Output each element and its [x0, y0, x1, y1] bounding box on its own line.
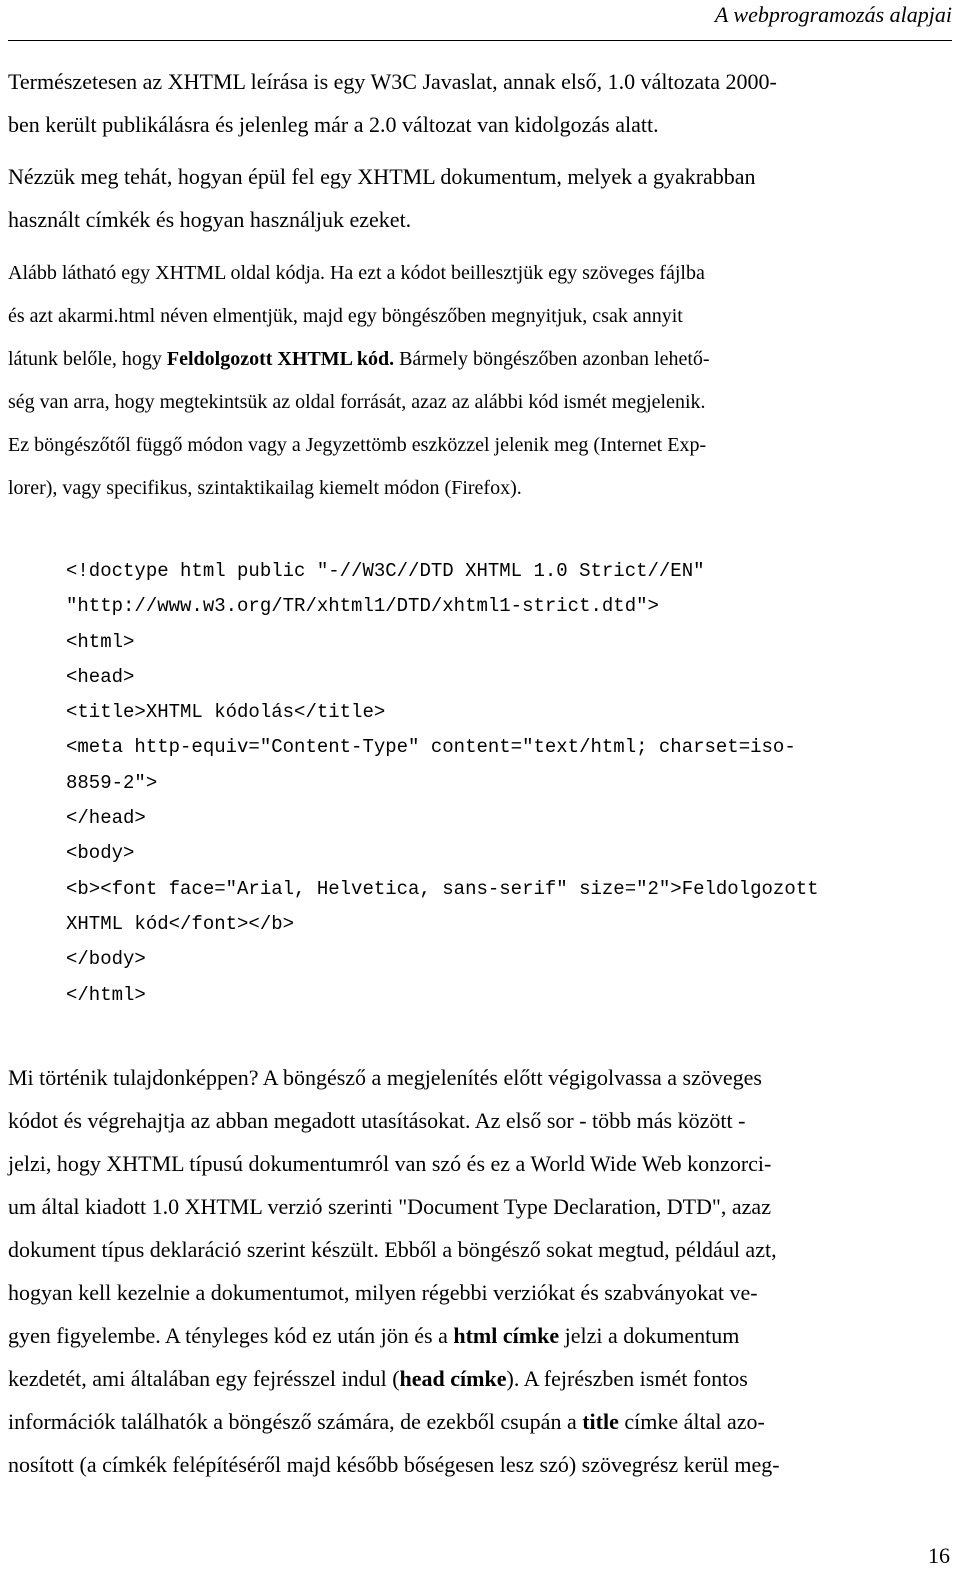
paragraph-code-intro	[8, 252, 888, 510]
header-rule	[8, 40, 952, 41]
text-line: ben került publikálásra és jelenleg már a 2.0 változat van kidolgozás alatt.	[8, 112, 659, 137]
text-line	[8, 1314, 888, 1357]
paragraph-xhtml-standard	[8, 60, 888, 146]
text-line: Nézzük meg tehát, hogyan épül fel egy XHTML dokumentum, melyek a gyakrabban	[8, 164, 756, 189]
text-line: jelzi, hogy XHTML típusú dokumentumról van szó és ez a World Wide Web konzorci-	[8, 1151, 772, 1176]
text-line: hogyan kell kezelnie a dokumentumot, milyen régebbi verziókat és szabványokat ve-	[8, 1280, 758, 1305]
text-line: Mi történik tulajdonképpen? A böngésző a megjelenítés előtt végigolvassa a szöveges	[8, 1065, 762, 1090]
text-line: lorer), vagy specifikus, szintaktikailag kiemelt módon (Firefox).	[8, 477, 522, 499]
code-line: </html>	[66, 983, 146, 1006]
page-number: 16	[928, 1543, 950, 1568]
code-line: <head>	[66, 665, 135, 688]
code-line: </head>	[66, 807, 146, 830]
text-line: nosított (a címkék felépítéséről majd később bőségesen lesz szó) szövegrész kerül meg-	[8, 1452, 780, 1477]
code-line: <body>	[66, 842, 135, 865]
code-line: </body>	[66, 948, 146, 971]
text-line: és azt akarmi.html néven elmentjük, majd egy böngészőben megnyitjuk, csak annyit	[8, 305, 683, 327]
text-span: információk találhatók a böngésző számára, de ezekből csupán a	[8, 1409, 583, 1434]
text-span: Bármely böngészőben azonban lehető-	[394, 348, 710, 370]
code-line: XHTML kód</font></b>	[66, 912, 295, 935]
text-line: ség van arra, hogy megtekintsük az oldal forrását, azaz az alábbi kód ismét megjelenik.	[8, 391, 706, 413]
text-line: használt címkék és hogyan használjuk ezeket.	[8, 207, 412, 232]
text-line	[8, 1400, 888, 1443]
paragraph-explanation	[8, 1056, 888, 1486]
text-span: ). A fejrészben ismét fontos	[506, 1366, 748, 1391]
bold-text: title	[582, 1409, 619, 1434]
code-line: <meta http-equiv="Content-Type" content="text/html; charset=iso-	[66, 736, 796, 759]
text-line	[8, 1357, 888, 1400]
bold-text: html címke	[453, 1323, 560, 1348]
text-line	[8, 338, 888, 381]
text-span: gyen figyelembe. A tényleges kód ez után jön és a	[8, 1323, 454, 1348]
text-line: um által kiadott 1.0 XHTML verzió szerinti "Document Type Declaration, DTD", azaz	[8, 1194, 771, 1219]
text-span: kezdetét, ami általában egy fejrésszel indul (	[8, 1366, 400, 1391]
code-line: "http://www.w3.org/TR/xhtml1/DTD/xhtml1-strict.dtd">	[66, 595, 659, 618]
text-line: dokument típus deklaráció szerint készült. Ebből a böngésző sokat megtud, például azt,	[8, 1237, 777, 1262]
bold-text: Feldolgozott XHTML kód.	[166, 348, 395, 370]
code-line: <b><font face="Arial, Helvetica, sans-serif" size="2">Feldolgozott	[66, 877, 819, 900]
text-span: látunk belőle, hogy	[8, 348, 167, 370]
text-span: jelzi a dokumentum	[559, 1323, 740, 1348]
text-line: kódot és végrehajtja az abban megadott utasításokat. Az első sor - több más között -	[8, 1108, 746, 1133]
bold-text: head címke	[399, 1366, 507, 1391]
paragraph-xhtml-structure	[8, 155, 888, 241]
code-line: 8859-2">	[66, 771, 158, 794]
header-title: A webprogramozás alapjai	[714, 2, 952, 27]
text-line: Alább látható egy XHTML oldal kódja. Ha ezt a kódot beillesztjük egy szöveges fájlba	[8, 262, 705, 284]
code-listing	[66, 554, 819, 1013]
code-line: <title>XHTML kódolás</title>	[66, 701, 386, 724]
code-line: <!doctype html public "-//W3C//DTD XHTML 1.0 Strict//EN"	[66, 560, 705, 582]
text-line: Ez böngészőtől függő módon vagy a Jegyzettömb eszközzel jelenik meg (Internet Exp-	[8, 434, 707, 456]
page-header	[0, 0, 960, 40]
text-line: Természetesen az XHTML leírása is egy W3C Javaslat, annak első, 1.0 változata 2000-	[8, 69, 777, 94]
text-span: címke által azo-	[618, 1409, 765, 1434]
code-line: <html>	[66, 630, 135, 653]
